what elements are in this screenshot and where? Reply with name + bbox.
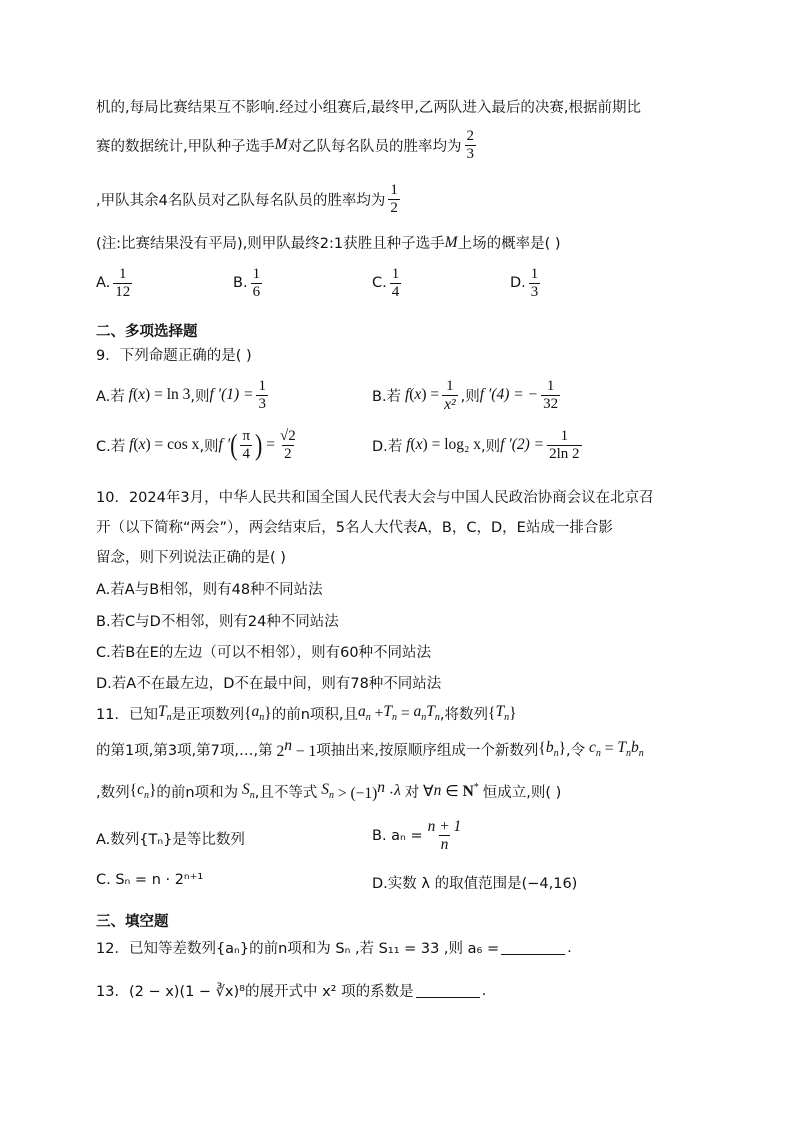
q9-option-b: B.若 f ( x ) = $\frac{1}{\text{x²}}$ ,则 f ′(4) = − $\frac{1}{32}$ [372, 378, 559, 413]
fraction-one-half: $\frac{1}{2}$ [390, 182, 398, 216]
q8-line3: ,甲队其余4名队员对乙队每名队员的胜率均为 $\frac{1}{2}$ [96, 182, 398, 216]
section-heading-multiple-choice: 二、多项选择题 [96, 324, 198, 340]
q8-option-d: D. $\frac{1}{3}$ [510, 266, 539, 300]
q11-option-b: B. aₙ = $\frac{n + 1}{n}$ [372, 818, 462, 854]
q9-option-a: A.若 f ( x ) = ln 3 ,则 f ′(1) = $\frac{1}{3}$ [96, 378, 266, 412]
q12: 12．已知等差数列{aₙ}的前n项和为 Sₙ ,若 S₁₁ = 33 ,则 a₆ = . [96, 939, 572, 957]
q10-option-b: B.若C与D不相邻，则有24种不同站法 [96, 614, 339, 630]
q10-line3: 留念，则下列说法正确的是( ) [96, 550, 286, 566]
q12-answer-blank[interactable] [501, 940, 565, 955]
q10-option-d: D.若A不在最左边，D不在最中间，则有78种不同站法 [96, 676, 442, 692]
q10-line2: 开（以下简称“两会”），两会结束后，5名人大代表A，B，C，D，E站成一排合影 [96, 520, 613, 536]
q11-line2: 的第1项,第3项,第7项,…,第 $2^n - 1$ 项抽出来,按原顺序组成一个新数列 { $b_n$ } ,令 $c_n$ = $T_nb_n$ [96, 737, 644, 761]
q8-line2: 赛的数据统计,甲队种子选手 M 对乙队每名队员的胜率均为 $\frac{2}{3}$ [96, 128, 475, 162]
q8-option-a: A. $\frac{1}{12}$ [96, 266, 131, 300]
q9-option-d: D.若 f ( x ) = log₂ x ,则 f ′(2) = $\frac{1}{2\ln 2}$ [372, 428, 580, 462]
q10-option-a: A.若A与B相邻，则有48种不同站法 [96, 582, 323, 598]
q8-option-c: C. $\frac{1}{4}$ [372, 266, 400, 300]
q13: 13．(2 − x)(1 − ∛x)⁸的展开式中 x² 项的系数是 . [96, 982, 487, 1000]
q9-stem: 9．下列命题正确的是( ) [96, 348, 252, 364]
q11-line1: 11．已知 $T_n$ 是正项数列 { $a_n$ } 的前n项积,且 $a_n$ + $T_n$ = $a_nT_n$ ,将数列 { $T_n$ } [96, 703, 517, 724]
q10-line1: 10．2024年3月，中华人民共和国全国人民代表大会与中国人民政治协商会议在北京召 [96, 490, 654, 506]
q10-option-c: C.若B在E的左边（可以不相邻），则有60种不同站法 [96, 645, 432, 661]
q8-line1: 机的,每局比赛结果互不影响.经过小组赛后,最终甲,乙两队进入最后的决赛,根据前期比 [96, 100, 642, 116]
q11-option-a: A.数列{Tₙ}是等比数列 [96, 832, 245, 848]
q13-answer-blank[interactable] [416, 983, 480, 998]
q8-line4: (注:比赛结果没有平局),则甲队最终2:1获胜且种子选手 M 上场的概率是( ) [96, 233, 561, 252]
q9-option-c: C.若 f ( x ) = cos x ,则 f ′ ( $\frac{\pi}{4}$ ) = $\frac{√2}{2}$ [96, 427, 296, 462]
fraction-two-thirds: $\frac{2}{3}$ [466, 128, 475, 162]
q11-option-d: D.实数 λ 的取值范围是(−4,16) [372, 876, 578, 892]
q8-option-b: B. $\frac{1}{6}$ [233, 266, 261, 300]
q11-option-c: C. Sₙ = n · 2ⁿ⁺¹ [96, 872, 204, 888]
q11-line3: ,数列 { $c_n$ } 的前n项和为 $S_n$ ,且不等式 $S_n$ > $(-1)^n$ · λ 对 ∀ n ∈ N* 恒成立,则( ) [96, 779, 562, 803]
section-heading-fill-in: 三、填空题 [96, 914, 169, 930]
